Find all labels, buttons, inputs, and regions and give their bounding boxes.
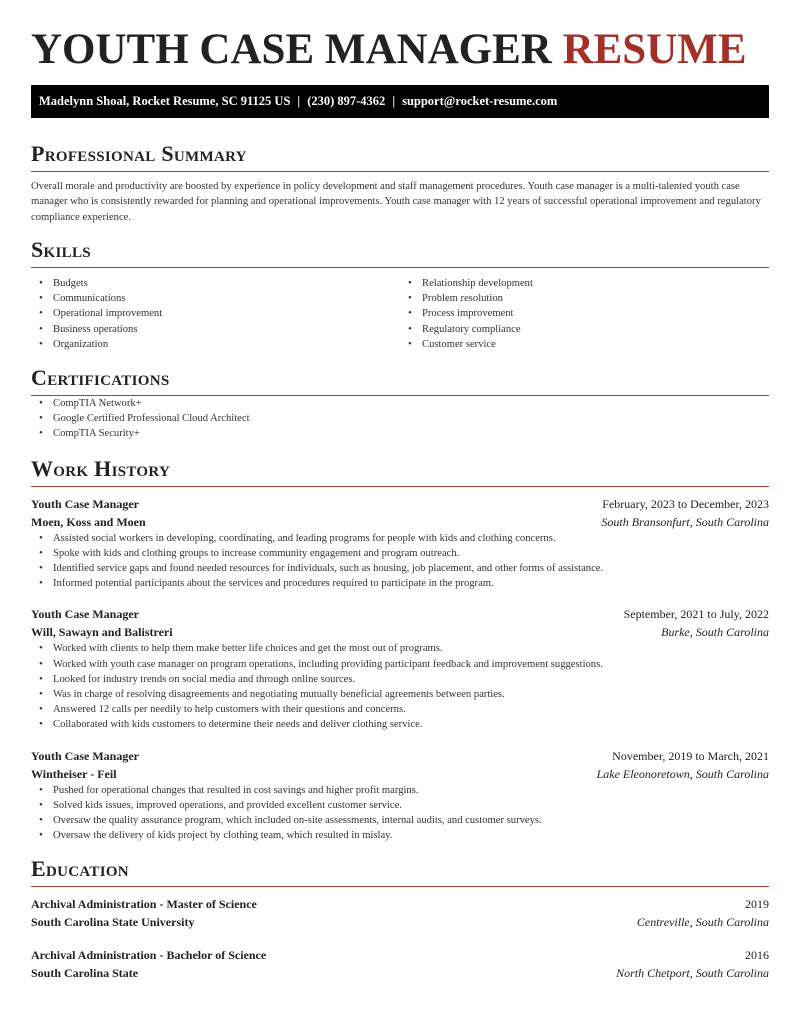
education-section bbox=[31, 855, 769, 982]
education-header bbox=[31, 895, 769, 913]
job-bullet: • Answered 12 calls per needily to help customers with their questions and concerns. bbox=[31, 702, 769, 717]
education-year: 2016 bbox=[745, 948, 769, 963]
certification-item: • CompTIA Security+ bbox=[31, 426, 769, 441]
skills-left-list bbox=[31, 276, 400, 352]
title-main: YOUTH CASE MANAGER bbox=[31, 26, 552, 73]
education-location: Centreville, South Carolina bbox=[636, 915, 769, 930]
job-subheader bbox=[31, 623, 769, 641]
education-school: South Carolina State University bbox=[31, 915, 195, 930]
skill-item: • Organization bbox=[31, 337, 400, 352]
job-dates: February, 2023 to December, 2023 bbox=[602, 496, 769, 511]
education-subheader bbox=[31, 913, 769, 931]
education-header bbox=[31, 946, 769, 964]
contact-email: support@rocket-resume.com bbox=[402, 94, 558, 108]
skill-item: • Business operations bbox=[31, 322, 400, 337]
job-bullet: • Worked with clients to help them make better life choices and get the most out of programs. bbox=[31, 641, 769, 656]
skill-item: • Communications bbox=[31, 291, 400, 306]
job-entry bbox=[31, 495, 769, 592]
job-company: Will, Sawayn and Balistreri bbox=[31, 625, 173, 640]
job-bullet: • Worked with youth case manager on program operations, including providing participant feedback and improvement suggestions. bbox=[31, 657, 769, 672]
job-bullet: • Spoke with kids and clothing groups to increase community engagement and program outreach. bbox=[31, 546, 769, 561]
contact-address: Madelynn Shoal, Rocket Resume, SC 91125 US bbox=[39, 94, 291, 108]
education-entry bbox=[31, 946, 769, 982]
skill-item: • Operational improvement bbox=[31, 306, 400, 321]
job-location: Lake Eleonoretown, South Carolina bbox=[596, 766, 769, 781]
job-location: South Bransonfurt, South Carolina bbox=[601, 514, 769, 529]
summary-section bbox=[31, 140, 769, 225]
contact-phone: (230) 897-4362 bbox=[307, 94, 386, 108]
job-bullet: • Oversaw the delivery of kids project by clothing team, which resulted in mislay. bbox=[31, 828, 769, 843]
summary-heading: Professional Summary bbox=[31, 140, 769, 172]
job-subheader bbox=[31, 765, 769, 783]
skill-item: • Budgets bbox=[31, 276, 400, 291]
job-bullet: • Was in charge of resolving disagreements and negotiating mutually beneficial agreements between parties. bbox=[31, 687, 769, 702]
certifications-section bbox=[31, 364, 769, 442]
job-header bbox=[31, 495, 769, 513]
education-subheader bbox=[31, 964, 769, 982]
job-title: Youth Case Manager bbox=[31, 496, 139, 511]
skill-item: • Customer service bbox=[400, 337, 769, 352]
education-location: North Chetport, South Carolina bbox=[616, 966, 769, 981]
skill-item: • Problem resolution bbox=[400, 291, 769, 306]
job-bullets bbox=[31, 531, 769, 592]
job-bullet: • Collaborated with kids customers to determine their needs and deliver clothing service. bbox=[31, 717, 769, 732]
job-location: Burke, South Carolina bbox=[661, 625, 769, 640]
summary-text: Overall morale and productivity are boosted by experience in policy development and staff management procedures. Youth case manager is a multi-talented youth case manager who is consistently rewarded for planning and operational improvements. Youth case manager with 12 years of successful operational improvement and regulatory compliance experience. bbox=[31, 181, 761, 223]
job-bullets bbox=[31, 783, 769, 844]
certification-item: • Google Certified Professional Cloud Architect bbox=[31, 411, 769, 426]
education-degree: Archival Administration - Bachelor of Science bbox=[31, 948, 267, 963]
job-header bbox=[31, 747, 769, 765]
education-school: South Carolina State bbox=[31, 966, 139, 981]
job-dates: September, 2021 to July, 2022 bbox=[623, 607, 769, 622]
skills-right-list bbox=[400, 276, 769, 352]
work-history-section bbox=[31, 455, 769, 844]
job-company: Wintheiser - Feil bbox=[31, 766, 117, 781]
skills-section bbox=[31, 236, 769, 352]
certifications-list bbox=[31, 396, 769, 442]
job-bullet: • Looked for industry trends on social media and through online sources. bbox=[31, 672, 769, 687]
education-entry bbox=[31, 895, 769, 931]
resume-title bbox=[31, 0, 769, 85]
skill-item: • Process improvement bbox=[400, 306, 769, 321]
contact-separator: | bbox=[392, 94, 396, 108]
job-bullet: • Assisted social workers in developing, coordinating, and leading programs for people with kids and clothing concerns. bbox=[31, 531, 769, 546]
education-year: 2019 bbox=[745, 897, 769, 912]
contact-separator: | bbox=[297, 94, 301, 108]
certifications-heading: Certifications bbox=[31, 364, 769, 396]
job-header bbox=[31, 605, 769, 623]
job-title: Youth Case Manager bbox=[31, 607, 139, 622]
skill-item: • Relationship development bbox=[400, 276, 769, 291]
skills-heading: Skills bbox=[31, 236, 769, 268]
job-bullet: • Informed potential participants about the services and procedures required to participate in the program. bbox=[31, 576, 769, 591]
job-company: Moen, Koss and Moen bbox=[31, 514, 146, 529]
job-subheader bbox=[31, 513, 769, 531]
skills-grid bbox=[31, 276, 769, 352]
job-bullet: • Identified service gaps and found needed resources for individuals, such as housing, job placement, and other forms of assistance. bbox=[31, 561, 769, 576]
education-degree: Archival Administration - Master of Science bbox=[31, 897, 257, 912]
job-bullets bbox=[31, 641, 769, 732]
job-entry bbox=[31, 605, 769, 732]
job-bullet: • Oversaw the quality assurance program, which included on-site assessments, internal audits, and customer surveys. bbox=[31, 813, 769, 828]
job-bullet: • Pushed for operational changes that resulted in cost savings and higher profit margins. bbox=[31, 783, 769, 798]
job-entry bbox=[31, 747, 769, 844]
job-title: Youth Case Manager bbox=[31, 748, 139, 763]
skill-item: • Regulatory compliance bbox=[400, 322, 769, 337]
certification-item: • CompTIA Network+ bbox=[31, 396, 769, 411]
contact-bar bbox=[31, 85, 769, 118]
work-history-heading: Work History bbox=[31, 455, 769, 487]
job-dates: November, 2019 to March, 2021 bbox=[612, 748, 769, 763]
education-heading: Education bbox=[31, 855, 769, 887]
title-accent: RESUME bbox=[562, 26, 747, 73]
job-bullet: • Solved kids issues, improved operations, and provided excellent customer service. bbox=[31, 798, 769, 813]
